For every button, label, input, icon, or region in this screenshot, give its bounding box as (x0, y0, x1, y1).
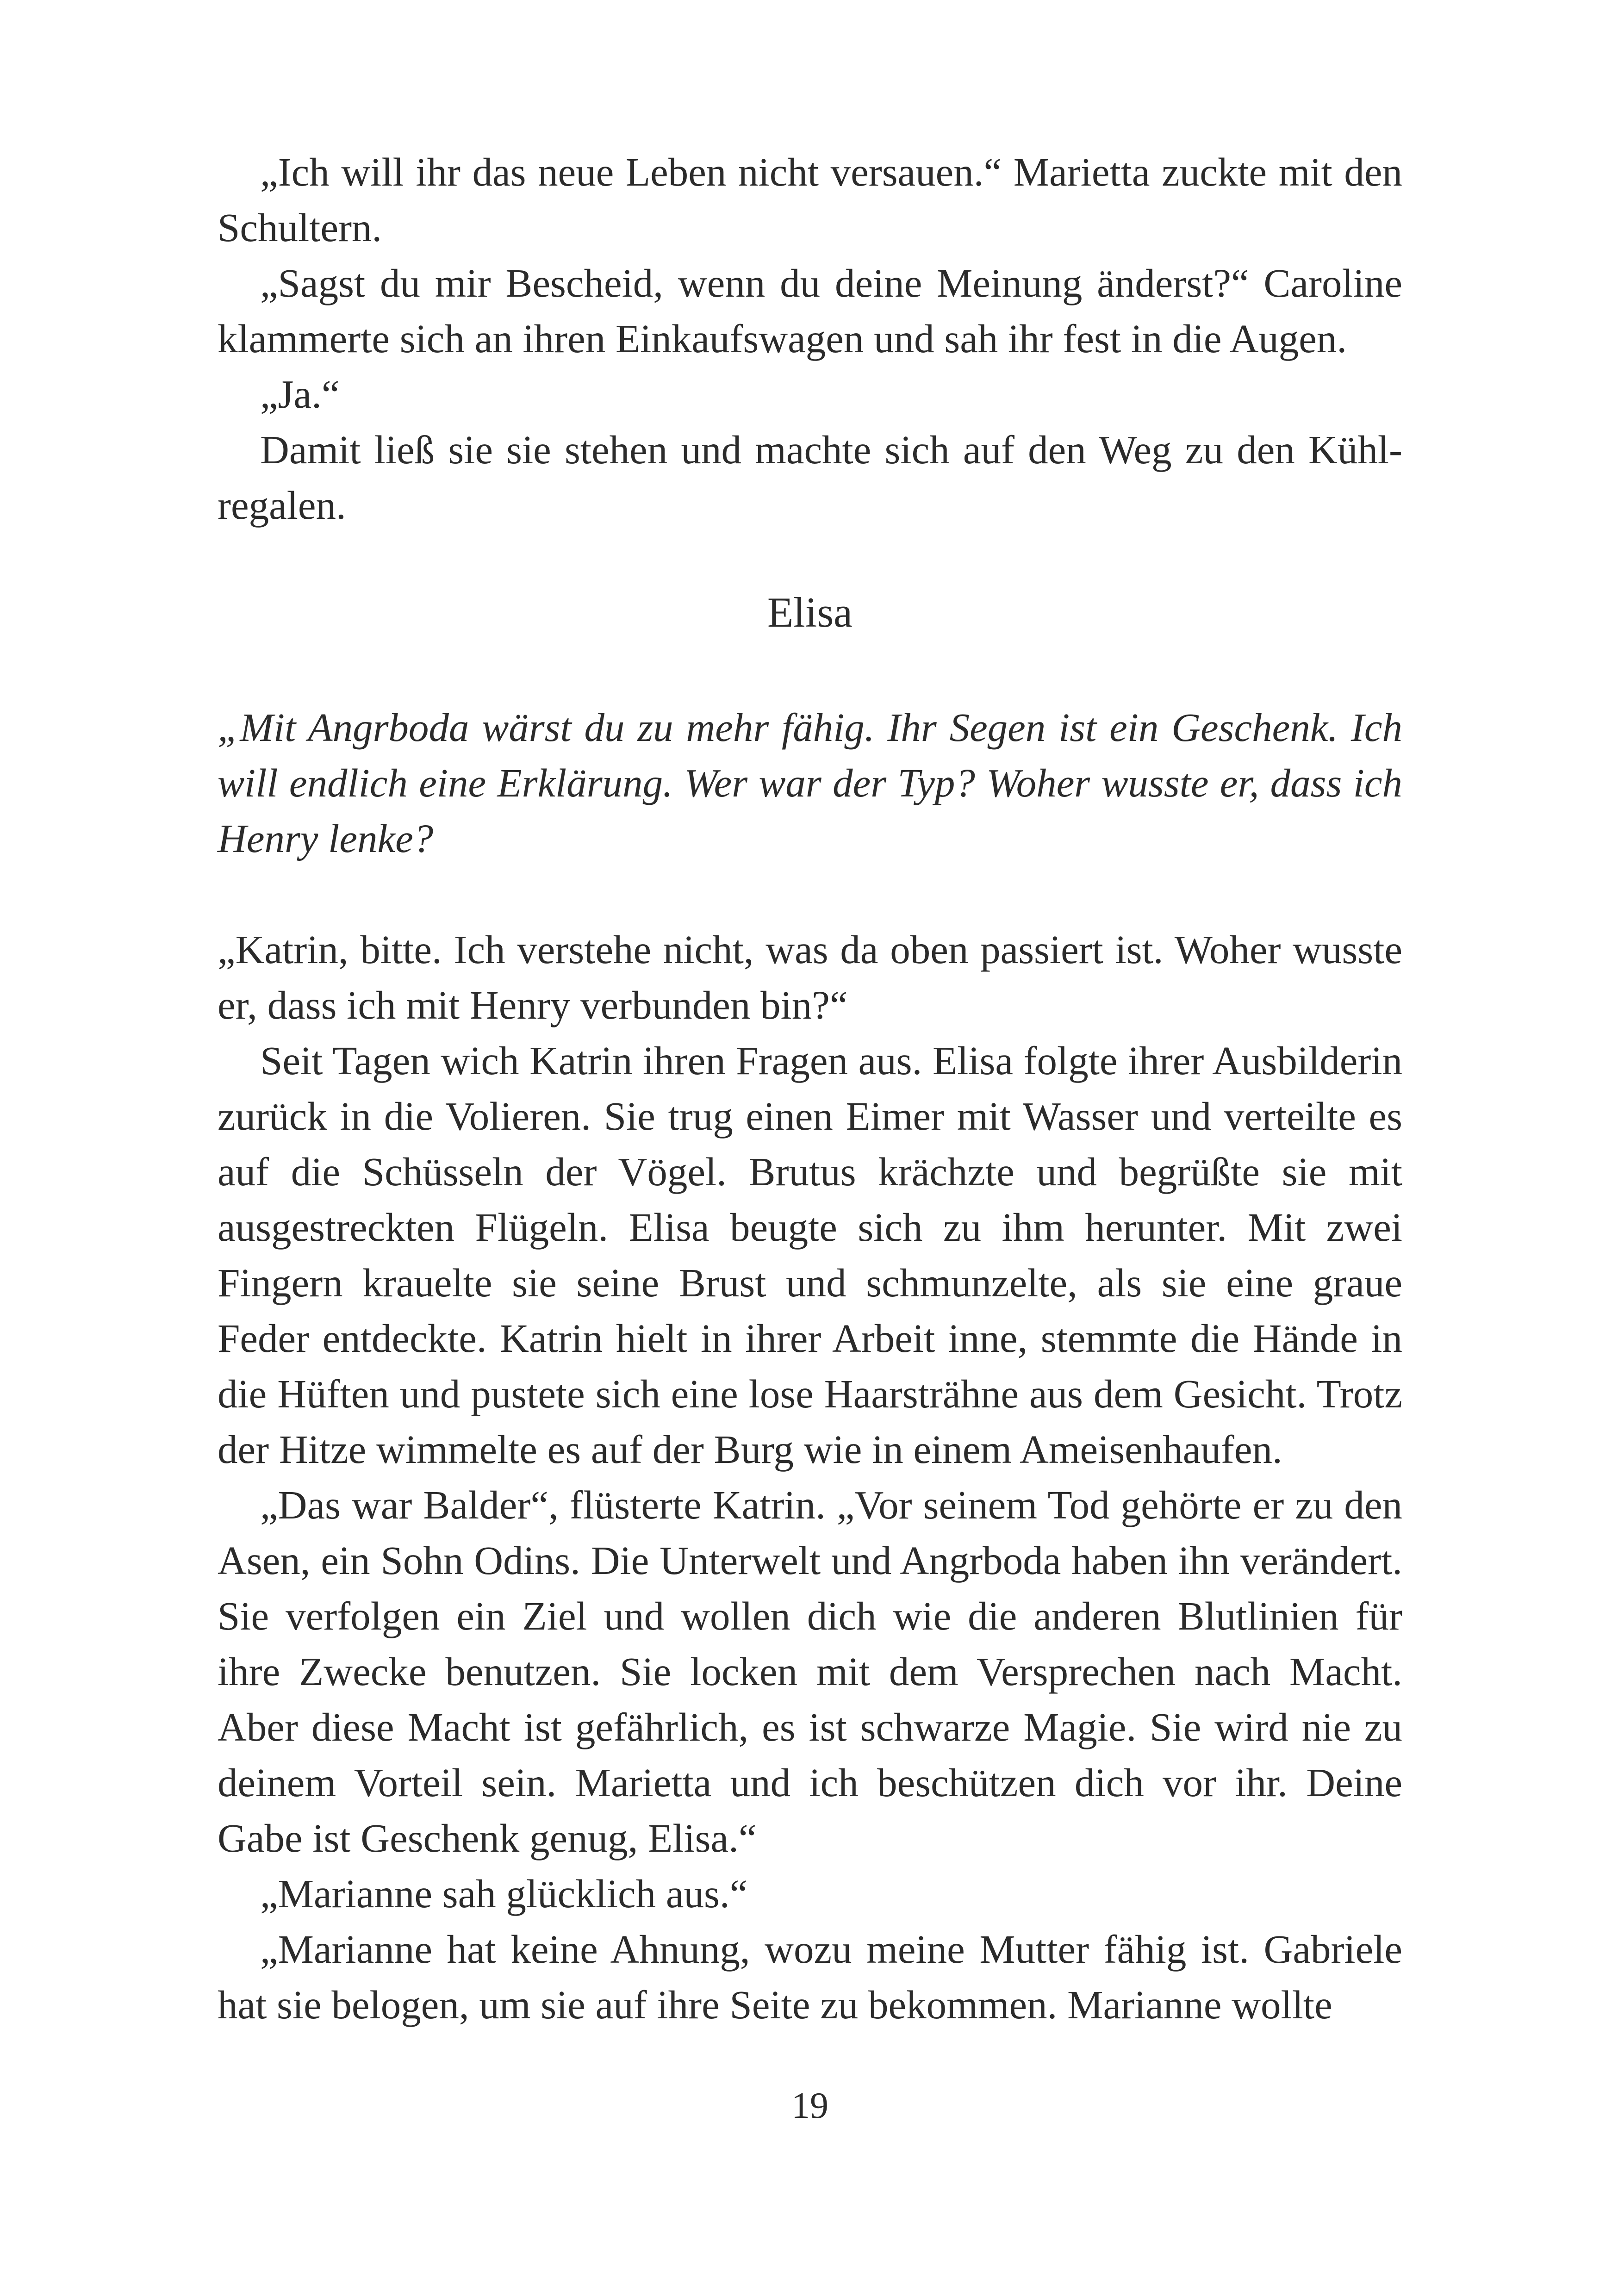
page-number: 19 (791, 2085, 828, 2126)
paragraph: Damit ließ sie sie stehen und machte sich auf den Weg zu den Kühlregalen. (218, 427, 1402, 528)
text-block-top (218, 144, 1402, 533)
text-block-main (218, 922, 1402, 2033)
book-page (218, 0, 1402, 2296)
paragraph: „Marianne sah glücklich aus.“ (260, 1871, 748, 1916)
paragraph: „Katrin, bitte. Ich verstehe nicht, was da oben passiert ist. Woher wusste er, dass ich mit Henry verbunden bin?“ (218, 927, 1402, 1027)
paragraph: „Ich will ihr das neue Leben nicht versauen.“ Marietta zuckte mit den Schultern. (218, 149, 1402, 250)
epigraph-text: „Mit Angrboda wärst du zu mehr fähig. Ihr Segen ist ein Geschenk. Ich will endlich eine Erklärung. Wer war der Typ? Woher wusste er, dass ich Henry lenke? (218, 705, 1402, 861)
chapter-title: Elisa (767, 589, 853, 636)
paragraph: Seit Tagen wich Katrin ihren Fragen aus. Elisa folgte ihrer Ausbilderin zurück in die Volieren. Sie trug einen Eimer mit Wasser und verteilte es auf die Schüsseln der Vögel. Brutus krächzte und begrüßte sie mit ausgestreckten Flügeln. Elisa beugte sich zu ihm herunter. Mit zwei Fingern krauelte sie seine Brust und schmunzelte, als sie eine graue Feder entdeckte. Katrin hielt in ihrer Arbeit inne, stemmte die Hände in die Hüften und pustete sich eine lose Haarsträhne aus dem Gesicht. Trotz der Hitze wimmelte es auf der Burg wie in einem Ameisenhaufen. (218, 1038, 1402, 1472)
epigraph-block (218, 700, 1402, 866)
paragraph: „Das war Balder“, flüsterte Katrin. „Vor seinem Tod gehörte er zu den Asen, ein Sohn Odins. Die Unterwelt und Angrboda haben ihn verändert. Sie verfolgen ein Ziel und wollen dich wie die anderen Blutlinien für ihre Zwecke benutzen. Sie locken mit dem Versprechen nach Macht. Aber diese Macht ist gefährlich, es ist schwarze Magie. Sie wird nie zu deinem Vorteil sein. Marietta und ich beschützen dich vor ihr. Deine Gabe ist Geschenk genug, Elisa.“ (218, 1482, 1402, 1860)
paragraph: „Ja.“ (260, 372, 340, 417)
paragraph: „Sagst du mir Bescheid, wenn du deine Meinung änderst?“ Caroline klammerte sich an ihren Einkaufswagen und sah ihr fest in die Augen. (218, 261, 1402, 361)
paragraph: „Marianne hat keine Ahnung, wozu meine Mutter fähig ist. Gabriele hat sie belogen, um sie auf ihre Seite zu bekommen. Marianne wollte (218, 1927, 1402, 2027)
